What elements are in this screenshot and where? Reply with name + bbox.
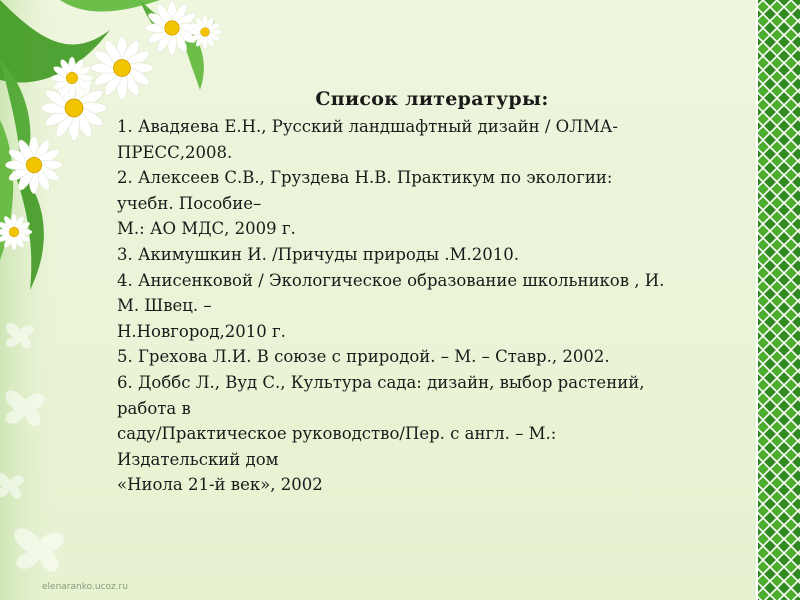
site-watermark: elenaranko.ucoz.ru xyxy=(42,582,128,592)
reference-line: 4. Анисенковой / Экологическое образование школьников , И. xyxy=(117,270,665,290)
slide-title: Список литературы: xyxy=(315,88,549,110)
reference-line: 1. Авадяева Е.Н., Русский ландшафтный дизайн / ОЛМА- xyxy=(117,117,618,136)
reference-line: 5. Грехова Л.И. В союзе с природой. – М. – Ставр., 2002. xyxy=(117,347,610,367)
reference-line: М. Швец. – xyxy=(117,296,212,316)
reference-line: 6. Доббс Л., Вуд С., Культура сада: дизайн, выбор растений, xyxy=(117,372,645,392)
reference-line: Н.Новгород,2010 г. xyxy=(117,321,286,341)
reference-line: 2. Алексеев С.В., Груздева Н.В. Практикум по экологии: xyxy=(117,168,613,188)
reference-line: ПРЕСС,2008. xyxy=(117,142,233,162)
lattice-border xyxy=(756,0,800,600)
reference-line: «Ниола 21-й век», 2002 xyxy=(117,475,323,495)
reference-lines xyxy=(117,114,717,498)
reference-list-block xyxy=(117,88,717,498)
reference-line: саду/Практическое руководство/Пер. с англ. – М.: xyxy=(117,424,557,444)
reference-line: учебн. Пособие– xyxy=(117,193,262,213)
reference-line: 3. Акимушкин И. /Причуды природы .М.2010. xyxy=(117,244,519,264)
reference-line: Издательский дом xyxy=(117,449,279,469)
reference-line: работа в xyxy=(117,398,191,418)
reference-line: М.: АО МДС, 2009 г. xyxy=(117,219,296,239)
